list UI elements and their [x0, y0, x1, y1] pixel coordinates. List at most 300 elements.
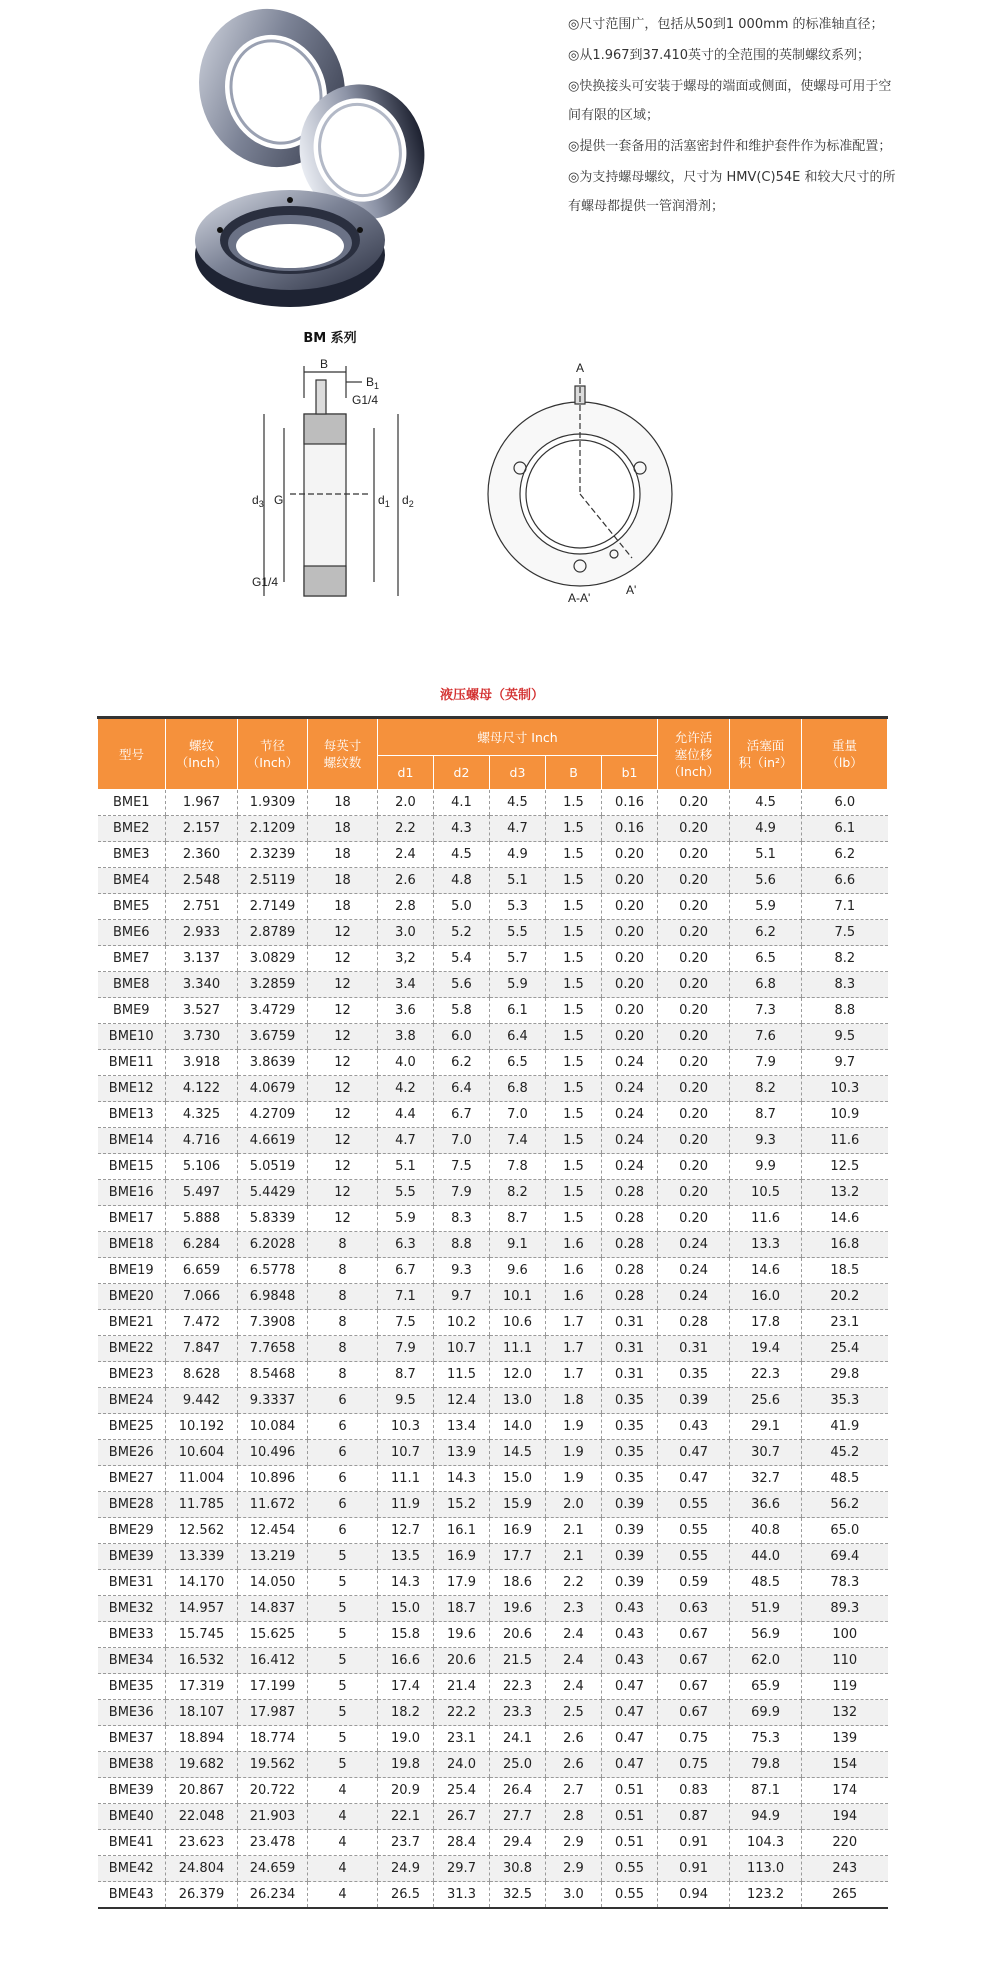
table-cell: 4.7 [490, 816, 546, 842]
table-cell: 12 [308, 972, 378, 998]
table-cell: 56.2 [802, 1492, 888, 1518]
table-row [98, 1596, 888, 1622]
table-cell: 1.5 [546, 998, 602, 1024]
table-cell: 5.2 [434, 920, 490, 946]
table-cell: 7.3 [730, 998, 802, 1024]
table-row [98, 1830, 888, 1856]
table-cell: 22.048 [166, 1804, 238, 1830]
table-cell: BME19 [98, 1258, 166, 1284]
table-cell: 6.4 [434, 1076, 490, 1102]
port-label-top: G1/4 [352, 393, 379, 407]
table-cell: 11.5 [434, 1362, 490, 1388]
table-cell: 5.1 [490, 868, 546, 894]
table-cell: 5 [308, 1700, 378, 1726]
table-cell: 1.5 [546, 1128, 602, 1154]
table-cell: 0.51 [602, 1778, 658, 1804]
table-cell: 65.9 [730, 1674, 802, 1700]
table-cell: 78.3 [802, 1570, 888, 1596]
table-cell: 0.20 [658, 790, 730, 816]
table-cell: 6.1 [802, 816, 888, 842]
table-cell: 12.562 [166, 1518, 238, 1544]
table-cell: 87.1 [730, 1778, 802, 1804]
table-cell: 3.918 [166, 1050, 238, 1076]
table-cell: 17.319 [166, 1674, 238, 1700]
table-cell: 25.6 [730, 1388, 802, 1414]
table-cell: 10.896 [238, 1466, 308, 1492]
table-cell: 14.6 [802, 1206, 888, 1232]
feature-item: ◎尺寸范围广，包括从50到1 000mm 的标准轴直径； [568, 17, 884, 32]
table-cell: 2.3 [546, 1596, 602, 1622]
section-label-a-prime: A' [626, 583, 637, 597]
table-row [98, 1622, 888, 1648]
table-cell: 2.8 [546, 1804, 602, 1830]
table-cell: BME32 [98, 1596, 166, 1622]
table-cell: 5.9 [490, 972, 546, 998]
table-cell: BME33 [98, 1622, 166, 1648]
table-cell: 18.107 [166, 1700, 238, 1726]
dim-b1: $B_1$ [366, 375, 380, 391]
table-cell: 0.28 [602, 1258, 658, 1284]
table-cell: 0.35 [602, 1388, 658, 1414]
table-cell: 6.5 [730, 946, 802, 972]
header-d2: d2 [434, 756, 490, 790]
table-cell: 69.9 [730, 1700, 802, 1726]
table-cell: 20.867 [166, 1778, 238, 1804]
table-cell: 12.5 [802, 1154, 888, 1180]
table-cell: 1.5 [546, 972, 602, 998]
table-cell: BME11 [98, 1050, 166, 1076]
table-cell: 4 [308, 1830, 378, 1856]
table-cell: 2.5 [546, 1700, 602, 1726]
table-cell: 3.0829 [238, 946, 308, 972]
table-cell: 7.8 [490, 1154, 546, 1180]
table-cell: 18.6 [490, 1570, 546, 1596]
table-cell: 32.7 [730, 1466, 802, 1492]
table-row [98, 1128, 888, 1154]
table-cell: 12 [308, 1050, 378, 1076]
table-cell: 5 [308, 1648, 378, 1674]
table-cell: 1.5 [546, 946, 602, 972]
table-cell: BME43 [98, 1882, 166, 1909]
table-cell: 0.20 [602, 998, 658, 1024]
table-cell: 14.0 [490, 1414, 546, 1440]
table-cell: 1.5 [546, 1206, 602, 1232]
table-cell: 0.28 [658, 1310, 730, 1336]
table-cell: BME40 [98, 1804, 166, 1830]
table-cell: 6.2 [434, 1050, 490, 1076]
table-cell: BME29 [98, 1518, 166, 1544]
table-cell: 5.0519 [238, 1154, 308, 1180]
table-cell: 2.9 [546, 1856, 602, 1882]
table-cell: 7.9 [434, 1180, 490, 1206]
table-cell: 1.7 [546, 1310, 602, 1336]
table-cell: 8.5468 [238, 1362, 308, 1388]
table-cell: 11.6 [730, 1206, 802, 1232]
table-row [98, 1362, 888, 1388]
table-cell: 5.6 [434, 972, 490, 998]
table-row [98, 1570, 888, 1596]
table-cell: 0.55 [602, 1882, 658, 1909]
table-cell: 2.7149 [238, 894, 308, 920]
table-cell: 19.6 [490, 1596, 546, 1622]
table-cell: 3.0 [378, 920, 434, 946]
table-cell: 0.35 [602, 1440, 658, 1466]
table-cell: 7.3908 [238, 1310, 308, 1336]
table-cell: 6.8 [730, 972, 802, 998]
table-header [98, 718, 888, 790]
table-cell: 14.3 [434, 1466, 490, 1492]
table-cell: 6 [308, 1388, 378, 1414]
table-cell: 2.360 [166, 842, 238, 868]
table-row [98, 1154, 888, 1180]
table-cell: 24.659 [238, 1856, 308, 1882]
table-cell: 0.35 [602, 1414, 658, 1440]
table-cell: 3.0 [546, 1882, 602, 1909]
table-cell: BME39 [98, 1778, 166, 1804]
table-cell: 0.24 [602, 1154, 658, 1180]
table-cell: 5 [308, 1726, 378, 1752]
table-row [98, 1180, 888, 1206]
table-cell: 3.2859 [238, 972, 308, 998]
table-cell: 0.28 [602, 1232, 658, 1258]
table-cell: 0.16 [602, 816, 658, 842]
table-cell: 0.20 [658, 1076, 730, 1102]
table-cell: 19.0 [378, 1726, 434, 1752]
header-piston-travel: 允许活 塞位移 （Inch） [658, 718, 730, 790]
table-cell: 5.8339 [238, 1206, 308, 1232]
table-cell: 10.7 [378, 1440, 434, 1466]
table-row [98, 1388, 888, 1414]
table-cell: BME9 [98, 998, 166, 1024]
table-cell: 15.0 [378, 1596, 434, 1622]
table-cell: 18 [308, 894, 378, 920]
table-row [98, 1076, 888, 1102]
table-cell: 2.4 [546, 1622, 602, 1648]
table-cell: 8.2 [730, 1076, 802, 1102]
table-cell: 3.4 [378, 972, 434, 998]
table-cell: 5.497 [166, 1180, 238, 1206]
table-cell: 2.1 [546, 1518, 602, 1544]
table-row [98, 1284, 888, 1310]
table-cell: 0.24 [602, 1102, 658, 1128]
table-cell: 32.5 [490, 1882, 546, 1909]
table-cell: 7.472 [166, 1310, 238, 1336]
table-cell: 1.6 [546, 1232, 602, 1258]
table-cell: 3.8639 [238, 1050, 308, 1076]
table-cell: 6.0 [802, 790, 888, 816]
table-cell: 14.837 [238, 1596, 308, 1622]
table-cell: 12 [308, 1128, 378, 1154]
table-cell: BME42 [98, 1856, 166, 1882]
table-cell: 6.2 [802, 842, 888, 868]
table-cell: 13.339 [166, 1544, 238, 1570]
table-row [98, 1804, 888, 1830]
table-cell: 0.28 [602, 1206, 658, 1232]
table-cell: 0.20 [602, 920, 658, 946]
table-cell: 13.5 [378, 1544, 434, 1570]
table-cell: 0.20 [602, 894, 658, 920]
table-cell: 15.8 [378, 1622, 434, 1648]
table-cell: 17.7 [490, 1544, 546, 1570]
table-cell: 5.6 [730, 868, 802, 894]
table-cell: 30.7 [730, 1440, 802, 1466]
table-cell: 5.8 [434, 998, 490, 1024]
table-cell: 1.6 [546, 1258, 602, 1284]
table-row [98, 1310, 888, 1336]
feature-item: ◎从1.967到37.410英寸的全范围的英制螺纹系列； [568, 48, 871, 63]
table-cell: 22.1 [378, 1804, 434, 1830]
table-cell: 9.3 [730, 1128, 802, 1154]
table-cell: 13.0 [490, 1388, 546, 1414]
table-cell: 1.7 [546, 1362, 602, 1388]
table-cell: 6.659 [166, 1258, 238, 1284]
table-cell: 23.7 [378, 1830, 434, 1856]
table-cell: 25.4 [434, 1778, 490, 1804]
table-cell: 8.2 [490, 1180, 546, 1206]
table-cell: BME6 [98, 920, 166, 946]
table-cell: 2.3239 [238, 842, 308, 868]
table-cell: 21.4 [434, 1674, 490, 1700]
table-cell: 0.24 [602, 1076, 658, 1102]
table-cell: 0.20 [658, 1102, 730, 1128]
table-cell: 5.106 [166, 1154, 238, 1180]
table-cell: 48.5 [730, 1570, 802, 1596]
table-cell: 26.379 [166, 1882, 238, 1909]
table-cell: 0.55 [602, 1856, 658, 1882]
table-cell: 7.5 [802, 920, 888, 946]
feature-item: ◎快换接头可安装于螺母的端面或侧面，使螺母可用于空间有限的区域； [568, 79, 892, 123]
table-cell: 35.3 [802, 1388, 888, 1414]
table-cell: BME16 [98, 1180, 166, 1206]
table-cell: BME18 [98, 1232, 166, 1258]
table-cell: 10.5 [730, 1180, 802, 1206]
table-row [98, 1466, 888, 1492]
table-row [98, 1440, 888, 1466]
table-cell: 3.6759 [238, 1024, 308, 1050]
feature-item: ◎为支持螺母螺纹，尺寸为 HMV(C)54E 和较大尺寸的所有螺母都提供一管润滑剂； [568, 170, 896, 214]
table-cell: 16.0 [730, 1284, 802, 1310]
table-cell: 1.5 [546, 790, 602, 816]
table-cell: 14.3 [378, 1570, 434, 1596]
table-cell: 6.4 [490, 1024, 546, 1050]
table-cell: 9.7 [434, 1284, 490, 1310]
table-cell: 22.3 [490, 1674, 546, 1700]
table-cell: 2.0 [546, 1492, 602, 1518]
table-cell: 9.6 [490, 1258, 546, 1284]
table-cell: 5.0 [434, 894, 490, 920]
table-cell: 26.4 [490, 1778, 546, 1804]
nut-ring-front [195, 190, 385, 307]
table-cell: 0.39 [602, 1492, 658, 1518]
table-cell: 8 [308, 1258, 378, 1284]
table-cell: 6 [308, 1440, 378, 1466]
table-cell: 6.6 [802, 868, 888, 894]
table-cell: 29.8 [802, 1362, 888, 1388]
table-cell: 2.751 [166, 894, 238, 920]
table-cell: 0.20 [602, 972, 658, 998]
table-cell: 41.9 [802, 1414, 888, 1440]
table-cell: 0.67 [658, 1622, 730, 1648]
table-cell: 119 [802, 1674, 888, 1700]
table-cell: 6 [308, 1492, 378, 1518]
table-cell: 0.47 [658, 1466, 730, 1492]
table-row [98, 1700, 888, 1726]
table-cell: 0.28 [602, 1180, 658, 1206]
table-cell: 12.0 [490, 1362, 546, 1388]
table-cell: 2.5119 [238, 868, 308, 894]
table-cell: 24.0 [434, 1752, 490, 1778]
table-cell: 6.7 [434, 1102, 490, 1128]
table-cell: 22.3 [730, 1362, 802, 1388]
table-cell: 15.625 [238, 1622, 308, 1648]
table-cell: 4.0679 [238, 1076, 308, 1102]
table-cell: 100 [802, 1622, 888, 1648]
table-cell: 2.6 [378, 868, 434, 894]
table-cell: 1.5 [546, 1024, 602, 1050]
table-body [98, 790, 888, 1909]
table-cell: 132 [802, 1700, 888, 1726]
table-cell: BME36 [98, 1700, 166, 1726]
table-cell: 6.3 [378, 1232, 434, 1258]
table-cell: 10.7 [434, 1336, 490, 1362]
table-cell: 45.2 [802, 1440, 888, 1466]
table-cell: 1.5 [546, 816, 602, 842]
table-cell: 4.325 [166, 1102, 238, 1128]
table-cell: BME27 [98, 1466, 166, 1492]
table-cell: 0.43 [602, 1596, 658, 1622]
table-cell: 28.4 [434, 1830, 490, 1856]
table-cell: 6 [308, 1518, 378, 1544]
table-cell: 6.7 [378, 1258, 434, 1284]
table-cell: 23.3 [490, 1700, 546, 1726]
dim-b: B [320, 358, 329, 371]
table-cell: 7.0 [434, 1128, 490, 1154]
table-cell: 16.1 [434, 1518, 490, 1544]
table-cell: 0.47 [658, 1440, 730, 1466]
table-cell: 6.8 [490, 1076, 546, 1102]
table-cell: 2.1 [546, 1544, 602, 1570]
table-cell: 1.967 [166, 790, 238, 816]
table-cell: 0.75 [658, 1752, 730, 1778]
table-cell: 65.0 [802, 1518, 888, 1544]
table-cell: 14.5 [490, 1440, 546, 1466]
table-cell: 14.957 [166, 1596, 238, 1622]
table-cell: 1.5 [546, 1050, 602, 1076]
table-cell: 20.722 [238, 1778, 308, 1804]
table-cell: 13.2 [802, 1180, 888, 1206]
table-cell: 3.137 [166, 946, 238, 972]
table-cell: 8.7 [490, 1206, 546, 1232]
table-cell: BME21 [98, 1310, 166, 1336]
table-cell: 36.6 [730, 1492, 802, 1518]
table-cell: 0.43 [658, 1414, 730, 1440]
dim-d2: $d_2$ [402, 493, 414, 509]
table-cell: 0.83 [658, 1778, 730, 1804]
table-cell: 1.5 [546, 1102, 602, 1128]
table-cell: 4.4 [378, 1102, 434, 1128]
table-cell: 30.8 [490, 1856, 546, 1882]
table-cell: 0.16 [602, 790, 658, 816]
header-weight: 重量 （lb） [802, 718, 888, 790]
table-cell: 56.9 [730, 1622, 802, 1648]
table-cell: 16.8 [802, 1232, 888, 1258]
table-row [98, 894, 888, 920]
table-cell: 0.20 [602, 946, 658, 972]
table-cell: 2.6 [546, 1726, 602, 1752]
table-cell: 17.9 [434, 1570, 490, 1596]
table-cell: 22.2 [434, 1700, 490, 1726]
table-cell: 11.1 [378, 1466, 434, 1492]
table-cell: 11.004 [166, 1466, 238, 1492]
table-cell: 5 [308, 1622, 378, 1648]
table-cell: 1.6 [546, 1284, 602, 1310]
table-cell: 8.3 [802, 972, 888, 998]
table-cell: 29.7 [434, 1856, 490, 1882]
table-cell: 0.20 [658, 1024, 730, 1050]
table-cell: 7.1 [378, 1284, 434, 1310]
table-cell: 9.5 [378, 1388, 434, 1414]
table-cell: 2.8789 [238, 920, 308, 946]
table-row [98, 1778, 888, 1804]
table-cell: 24.9 [378, 1856, 434, 1882]
table-cell: 7.9 [378, 1336, 434, 1362]
table-cell: 5 [308, 1752, 378, 1778]
spec-table [97, 716, 888, 1909]
table-cell: 10.1 [490, 1284, 546, 1310]
table-cell: 18 [308, 816, 378, 842]
table-cell: 0.87 [658, 1804, 730, 1830]
table-cell: 154 [802, 1752, 888, 1778]
table-cell: 18.2 [378, 1700, 434, 1726]
header-model: 型号 [98, 718, 166, 790]
table-cell: 1.5 [546, 842, 602, 868]
table-cell: 12 [308, 920, 378, 946]
table-cell: 0.35 [658, 1362, 730, 1388]
table-row [98, 920, 888, 946]
table-cell: 1.9 [546, 1440, 602, 1466]
table-cell: 0.31 [658, 1336, 730, 1362]
table-cell: 8 [308, 1310, 378, 1336]
table-cell: 2.8 [378, 894, 434, 920]
table-row [98, 1024, 888, 1050]
table-cell: 1.5 [546, 1076, 602, 1102]
feature-list [568, 10, 898, 223]
table-cell: 13.3 [730, 1232, 802, 1258]
table-cell: BME23 [98, 1362, 166, 1388]
table-cell: 20.9 [378, 1778, 434, 1804]
table-cell: 0.47 [602, 1752, 658, 1778]
table-cell: BME3 [98, 842, 166, 868]
table-cell: 9.1 [490, 1232, 546, 1258]
table-cell: 0.20 [658, 842, 730, 868]
table-cell: BME8 [98, 972, 166, 998]
table-cell: 19.8 [378, 1752, 434, 1778]
table-cell: 17.987 [238, 1700, 308, 1726]
table-row [98, 972, 888, 998]
table-row [98, 1856, 888, 1882]
table-row [98, 1206, 888, 1232]
table-cell: 0.20 [658, 1180, 730, 1206]
table-cell: 2.6 [546, 1752, 602, 1778]
table-cell: BME7 [98, 946, 166, 972]
table-cell: 69.4 [802, 1544, 888, 1570]
table-cell: 139 [802, 1726, 888, 1752]
table-cell: 10.084 [238, 1414, 308, 1440]
table-cell: 243 [802, 1856, 888, 1882]
table-cell: BME38 [98, 1752, 166, 1778]
table-cell: 15.745 [166, 1622, 238, 1648]
table-row [98, 1882, 888, 1909]
